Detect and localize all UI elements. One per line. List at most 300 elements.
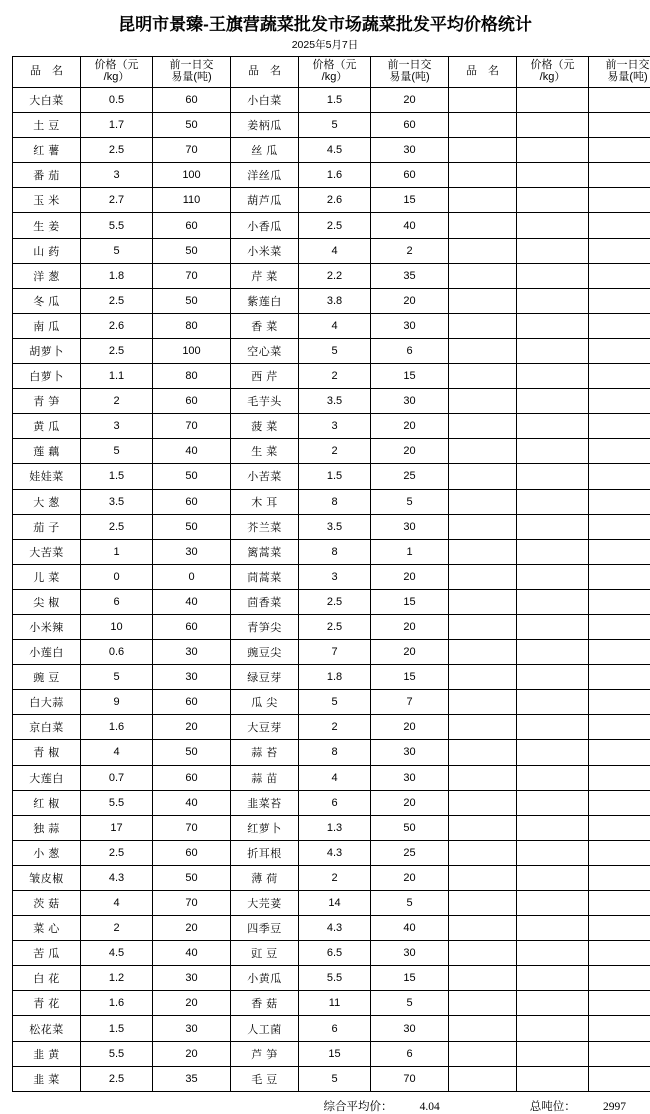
- item-volume: 100: [153, 163, 231, 188]
- header-price-2: [299, 57, 371, 88]
- table-row: [13, 364, 650, 389]
- header-volume-3: [589, 57, 650, 88]
- item-volume: [589, 564, 650, 589]
- item-price: 4: [81, 891, 153, 916]
- item-volume: 20: [371, 288, 449, 313]
- table-row: [13, 614, 650, 639]
- table-row: [13, 163, 650, 188]
- item-price: 3.5: [299, 389, 371, 414]
- item-price: 0: [81, 564, 153, 589]
- header-price-line2: /kg）: [299, 72, 370, 84]
- item-price: [517, 564, 589, 589]
- item-name: [449, 941, 517, 966]
- table-row: [13, 338, 650, 363]
- item-volume: 5: [371, 991, 449, 1016]
- item-volume: 70: [153, 263, 231, 288]
- item-price: 2: [299, 439, 371, 464]
- item-volume: 30: [371, 138, 449, 163]
- item-volume: [589, 941, 650, 966]
- item-volume: 60: [153, 88, 231, 113]
- item-price: 10: [81, 614, 153, 639]
- item-price: [517, 740, 589, 765]
- item-price: [517, 865, 589, 890]
- item-volume: [589, 740, 650, 765]
- item-volume: [589, 840, 650, 865]
- item-volume: 5: [371, 489, 449, 514]
- table-body: [13, 88, 650, 1092]
- item-name: [449, 88, 517, 113]
- item-volume: [589, 263, 650, 288]
- item-price: 4: [299, 313, 371, 338]
- item-volume: 40: [153, 941, 231, 966]
- item-volume: 25: [371, 464, 449, 489]
- item-volume: [589, 313, 650, 338]
- item-price: 9: [81, 690, 153, 715]
- item-volume: 30: [371, 765, 449, 790]
- item-price: 2.5: [299, 614, 371, 639]
- item-name: 南 瓜: [13, 313, 81, 338]
- item-volume: 20: [371, 614, 449, 639]
- item-volume: 20: [153, 715, 231, 740]
- item-volume: [589, 790, 650, 815]
- item-volume: 70: [371, 1066, 449, 1091]
- item-price: 3: [299, 564, 371, 589]
- item-price: 5.5: [81, 790, 153, 815]
- item-name: 洋丝瓜: [231, 163, 299, 188]
- item-volume: 30: [153, 640, 231, 665]
- item-name: [449, 414, 517, 439]
- item-volume: [589, 338, 650, 363]
- item-price: 15: [299, 1041, 371, 1066]
- item-name: 红 薯: [13, 138, 81, 163]
- total-tonnage-block: [530, 1098, 626, 1114]
- item-volume: 20: [153, 1041, 231, 1066]
- item-name: 番 茄: [13, 163, 81, 188]
- item-name: 冬 瓜: [13, 288, 81, 313]
- item-volume: 15: [371, 966, 449, 991]
- header-volume-line1: 前一日交: [589, 60, 650, 72]
- item-name: 蒜 苔: [231, 740, 299, 765]
- item-name: 独 蒜: [13, 815, 81, 840]
- item-volume: 35: [371, 263, 449, 288]
- item-name: [449, 740, 517, 765]
- item-volume: 30: [371, 389, 449, 414]
- table-footer: [12, 1098, 638, 1114]
- item-name: 白大蒜: [13, 690, 81, 715]
- item-price: 5: [299, 690, 371, 715]
- header-price-3: [517, 57, 589, 88]
- item-name: 瓜 尖: [231, 690, 299, 715]
- item-price: 2.5: [299, 589, 371, 614]
- total-tonnage-label: 总吨位：: [530, 1101, 576, 1113]
- item-price: 5: [81, 439, 153, 464]
- item-price: 7: [299, 640, 371, 665]
- item-name: 紫莲白: [231, 288, 299, 313]
- table-row: [13, 1016, 650, 1041]
- item-name: 四季豆: [231, 916, 299, 941]
- item-volume: 60: [153, 840, 231, 865]
- item-price: 4.3: [299, 916, 371, 941]
- item-volume: [589, 765, 650, 790]
- price-table: [12, 56, 650, 1092]
- item-name: 胡萝卜: [13, 338, 81, 363]
- item-name: 小黄瓜: [231, 966, 299, 991]
- header-volume-line1: 前一日交: [371, 60, 448, 72]
- item-name: [449, 138, 517, 163]
- item-volume: [589, 865, 650, 890]
- item-name: 折耳根: [231, 840, 299, 865]
- item-price: 2: [299, 715, 371, 740]
- item-price: [517, 815, 589, 840]
- item-price: [517, 1066, 589, 1091]
- item-price: 4: [299, 238, 371, 263]
- item-price: 8: [299, 539, 371, 564]
- item-name: 青笋尖: [231, 614, 299, 639]
- item-volume: 1: [371, 539, 449, 564]
- item-name: 茄 子: [13, 514, 81, 539]
- header-volume-line2: 易量(吨): [589, 72, 650, 84]
- item-price: 4.5: [81, 941, 153, 966]
- table-row: [13, 941, 650, 966]
- item-name: 白 花: [13, 966, 81, 991]
- item-volume: 2: [371, 238, 449, 263]
- item-price: 5: [299, 113, 371, 138]
- item-volume: 30: [371, 740, 449, 765]
- item-name: [449, 188, 517, 213]
- item-name: 生 姜: [13, 213, 81, 238]
- table-row: [13, 489, 650, 514]
- item-volume: 50: [153, 865, 231, 890]
- item-price: 2.7: [81, 188, 153, 213]
- item-price: [517, 138, 589, 163]
- item-price: [517, 1041, 589, 1066]
- item-name: 大莲白: [13, 765, 81, 790]
- header-name-1: 品 名: [13, 57, 81, 88]
- item-price: [517, 88, 589, 113]
- item-volume: [589, 389, 650, 414]
- item-volume: [589, 815, 650, 840]
- item-name: [449, 1041, 517, 1066]
- item-price: 3.5: [81, 489, 153, 514]
- item-volume: 60: [153, 213, 231, 238]
- item-volume: [589, 188, 650, 213]
- table-row: [13, 815, 650, 840]
- item-name: 大豆芽: [231, 715, 299, 740]
- item-price: [517, 213, 589, 238]
- item-price: 3.8: [299, 288, 371, 313]
- item-volume: 40: [371, 916, 449, 941]
- item-volume: 40: [153, 439, 231, 464]
- item-name: 小米辣: [13, 614, 81, 639]
- item-name: 小米菜: [231, 238, 299, 263]
- item-volume: 20: [153, 991, 231, 1016]
- item-volume: 30: [371, 313, 449, 338]
- item-volume: [589, 288, 650, 313]
- table-row: [13, 715, 650, 740]
- item-price: 1.3: [299, 815, 371, 840]
- item-volume: 50: [153, 238, 231, 263]
- item-volume: 35: [153, 1066, 231, 1091]
- item-name: [449, 288, 517, 313]
- item-name: [449, 489, 517, 514]
- item-name: 香 菇: [231, 991, 299, 1016]
- item-name: 韭 黄: [13, 1041, 81, 1066]
- average-price-label: 综合平均价：: [323, 1101, 392, 1113]
- item-price: 2.2: [299, 263, 371, 288]
- item-name: 豌 豆: [13, 665, 81, 690]
- item-name: 小莲白: [13, 640, 81, 665]
- table-row: [13, 464, 650, 489]
- item-volume: 40: [371, 213, 449, 238]
- item-name: [449, 364, 517, 389]
- item-name: 篱蒿菜: [231, 539, 299, 564]
- item-price: 6: [81, 589, 153, 614]
- table-row: [13, 288, 650, 313]
- item-price: [517, 1016, 589, 1041]
- item-volume: [589, 464, 650, 489]
- item-price: 1.1: [81, 364, 153, 389]
- item-name: [449, 891, 517, 916]
- item-price: 2: [299, 364, 371, 389]
- item-price: 1.5: [81, 1016, 153, 1041]
- item-price: 4.5: [299, 138, 371, 163]
- item-name: [449, 614, 517, 639]
- item-price: [517, 614, 589, 639]
- item-name: [449, 790, 517, 815]
- item-name: 小 葱: [13, 840, 81, 865]
- item-volume: 110: [153, 188, 231, 213]
- table-row: [13, 1066, 650, 1091]
- table-row: [13, 840, 650, 865]
- item-volume: 50: [153, 514, 231, 539]
- item-price: 11: [299, 991, 371, 1016]
- item-price: [517, 263, 589, 288]
- header-name-3: 品 名: [449, 57, 517, 88]
- item-price: [517, 288, 589, 313]
- item-price: 5.5: [81, 213, 153, 238]
- item-volume: 60: [153, 690, 231, 715]
- item-name: 茼蒿菜: [231, 564, 299, 589]
- item-price: 5: [299, 1066, 371, 1091]
- item-volume: 20: [371, 865, 449, 890]
- item-volume: 6: [371, 338, 449, 363]
- item-volume: [589, 113, 650, 138]
- item-name: [449, 338, 517, 363]
- item-name: 生 菜: [231, 439, 299, 464]
- item-name: 丝 瓜: [231, 138, 299, 163]
- item-price: 2: [81, 389, 153, 414]
- table-row: [13, 439, 650, 464]
- table-row: [13, 865, 650, 890]
- item-price: 2.5: [299, 213, 371, 238]
- item-price: [517, 389, 589, 414]
- item-price: [517, 514, 589, 539]
- item-volume: 60: [153, 765, 231, 790]
- item-price: [517, 665, 589, 690]
- item-volume: 30: [153, 665, 231, 690]
- item-volume: 50: [153, 288, 231, 313]
- item-name: 空心菜: [231, 338, 299, 363]
- item-volume: 60: [153, 489, 231, 514]
- item-name: [449, 665, 517, 690]
- table-header-row: [13, 57, 650, 88]
- item-price: 3: [299, 414, 371, 439]
- item-price: [517, 414, 589, 439]
- item-volume: 30: [371, 514, 449, 539]
- item-price: 8: [299, 489, 371, 514]
- item-price: 4.3: [299, 840, 371, 865]
- item-price: [517, 113, 589, 138]
- item-price: 1.8: [81, 263, 153, 288]
- item-name: 木 耳: [231, 489, 299, 514]
- item-volume: 70: [153, 891, 231, 916]
- item-volume: 60: [153, 389, 231, 414]
- item-name: [449, 765, 517, 790]
- item-name: [449, 715, 517, 740]
- header-name-2: 品 名: [231, 57, 299, 88]
- item-price: 5.5: [81, 1041, 153, 1066]
- item-name: [449, 589, 517, 614]
- item-volume: 15: [371, 364, 449, 389]
- item-volume: 30: [371, 1016, 449, 1041]
- item-name: [449, 916, 517, 941]
- item-name: 芹 菜: [231, 263, 299, 288]
- item-price: [517, 364, 589, 389]
- header-volume-1: [153, 57, 231, 88]
- item-volume: 80: [153, 313, 231, 338]
- item-price: [517, 489, 589, 514]
- item-volume: 30: [153, 1016, 231, 1041]
- item-volume: [589, 916, 650, 941]
- item-name: 韭 菜: [13, 1066, 81, 1091]
- table-row: [13, 313, 650, 338]
- item-volume: [589, 539, 650, 564]
- table-row: [13, 916, 650, 941]
- item-volume: [589, 991, 650, 1016]
- item-price: [517, 891, 589, 916]
- item-price: 2.6: [81, 313, 153, 338]
- item-price: [517, 690, 589, 715]
- header-price-1: [81, 57, 153, 88]
- item-price: 5: [299, 338, 371, 363]
- item-name: [449, 263, 517, 288]
- table-row: [13, 640, 650, 665]
- item-name: [449, 1066, 517, 1091]
- item-name: [449, 313, 517, 338]
- table-row: [13, 891, 650, 916]
- item-price: [517, 238, 589, 263]
- item-price: 2.5: [81, 338, 153, 363]
- item-price: 0.6: [81, 640, 153, 665]
- item-name: 茴香菜: [231, 589, 299, 614]
- item-volume: 100: [153, 338, 231, 363]
- item-price: 5.5: [299, 966, 371, 991]
- item-name: 芥兰菜: [231, 514, 299, 539]
- item-price: 4: [299, 765, 371, 790]
- item-name: 苦 瓜: [13, 941, 81, 966]
- item-volume: 7: [371, 690, 449, 715]
- item-price: [517, 966, 589, 991]
- item-price: 1.5: [299, 88, 371, 113]
- item-price: [517, 640, 589, 665]
- item-name: [449, 238, 517, 263]
- item-price: [517, 941, 589, 966]
- item-volume: [589, 238, 650, 263]
- item-name: [449, 113, 517, 138]
- item-name: 青 椒: [13, 740, 81, 765]
- item-name: 毛芋头: [231, 389, 299, 414]
- item-name: 儿 菜: [13, 564, 81, 589]
- item-name: 豌豆尖: [231, 640, 299, 665]
- item-price: 1: [81, 539, 153, 564]
- item-price: 2: [81, 916, 153, 941]
- item-volume: 20: [371, 715, 449, 740]
- item-price: 14: [299, 891, 371, 916]
- table-row: [13, 966, 650, 991]
- item-name: 红萝卜: [231, 815, 299, 840]
- item-name: [449, 163, 517, 188]
- item-price: 1.6: [81, 991, 153, 1016]
- item-name: 大白菜: [13, 88, 81, 113]
- table-row: [13, 389, 650, 414]
- table-row: [13, 539, 650, 564]
- item-price: [517, 991, 589, 1016]
- report-date: 2025年5月7日: [12, 37, 638, 52]
- item-name: 白萝卜: [13, 364, 81, 389]
- table-row: [13, 991, 650, 1016]
- table-row: [13, 1041, 650, 1066]
- item-name: 红 椒: [13, 790, 81, 815]
- item-volume: 25: [371, 840, 449, 865]
- item-volume: 60: [153, 614, 231, 639]
- item-name: 土 豆: [13, 113, 81, 138]
- item-volume: 60: [371, 113, 449, 138]
- item-name: 黄 瓜: [13, 414, 81, 439]
- item-name: 菜 心: [13, 916, 81, 941]
- item-volume: 80: [153, 364, 231, 389]
- item-price: 5: [81, 238, 153, 263]
- table-row: [13, 188, 650, 213]
- table-row: [13, 113, 650, 138]
- item-volume: 50: [153, 464, 231, 489]
- item-price: 6: [299, 790, 371, 815]
- item-price: 8: [299, 740, 371, 765]
- table-row: [13, 765, 650, 790]
- item-name: 芦 笋: [231, 1041, 299, 1066]
- item-volume: [589, 966, 650, 991]
- item-name: 小苦菜: [231, 464, 299, 489]
- item-price: 1.5: [299, 464, 371, 489]
- item-volume: 70: [153, 414, 231, 439]
- header-price-line2: /kg）: [517, 72, 588, 84]
- item-name: [449, 690, 517, 715]
- item-volume: [589, 213, 650, 238]
- item-volume: [589, 163, 650, 188]
- table-row: [13, 514, 650, 539]
- item-name: [449, 991, 517, 1016]
- item-volume: 30: [153, 539, 231, 564]
- header-volume-line1: 前一日交: [153, 60, 230, 72]
- item-name: [449, 865, 517, 890]
- average-price-value: 4.04: [420, 1101, 440, 1113]
- header-volume-line2: 易量(吨): [371, 72, 448, 84]
- item-name: [449, 213, 517, 238]
- item-volume: 20: [371, 564, 449, 589]
- header-volume-line2: 易量(吨): [153, 72, 230, 84]
- item-volume: 20: [371, 640, 449, 665]
- item-name: [449, 389, 517, 414]
- item-name: 京白菜: [13, 715, 81, 740]
